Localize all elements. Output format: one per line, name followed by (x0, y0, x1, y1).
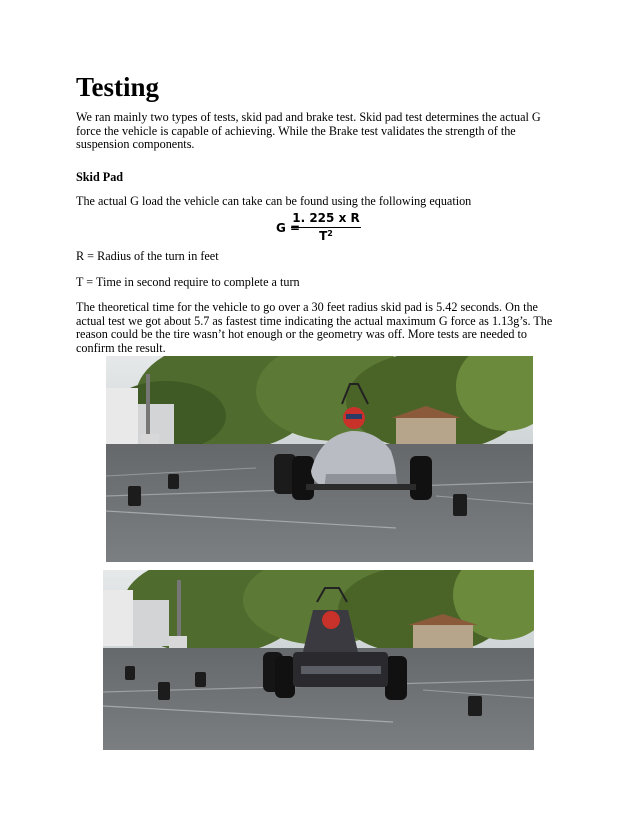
equation-intro: The actual G load the vehicle can take can be found using the following equation (76, 194, 472, 209)
definition-radius: R = Radius of the turn in feet (76, 249, 219, 263)
equation-numerator: 1. 225 x R (291, 210, 361, 228)
equation-lhs: G = (276, 221, 301, 235)
subsection-heading: Skid Pad (76, 169, 124, 184)
denominator-base: T (319, 229, 328, 243)
skid-pad-photo-rear (103, 570, 534, 750)
g-force-equation (76, 210, 566, 246)
equation-fraction (291, 210, 361, 244)
denominator-exponent: 2 (327, 229, 333, 238)
intro-paragraph: We ran mainly two types of tests, skid pad and brake test. Skid pad test determines the actual G force the vehicle is capable of achieving. While the Brake test validates the strength of the suspension components. (76, 110, 541, 152)
equation-denominator (291, 228, 361, 244)
definition-time: T = Time in second require to complete a turn (76, 275, 300, 289)
skid-pad-photo-front (106, 356, 533, 562)
document-page (76, 70, 566, 355)
results-paragraph: The theoretical time for the vehicle to go over a 30 feet radius skid pad is 5.42 seconds. On the actual test we got about 5.7 as fastest time indicating the actual maximum G force as 1.13g’s. The reason could be the tire wasn’t hot enough or the geometry was off. More tests are needed to confirm the result. (76, 300, 553, 355)
section-heading: Testing (76, 72, 160, 102)
